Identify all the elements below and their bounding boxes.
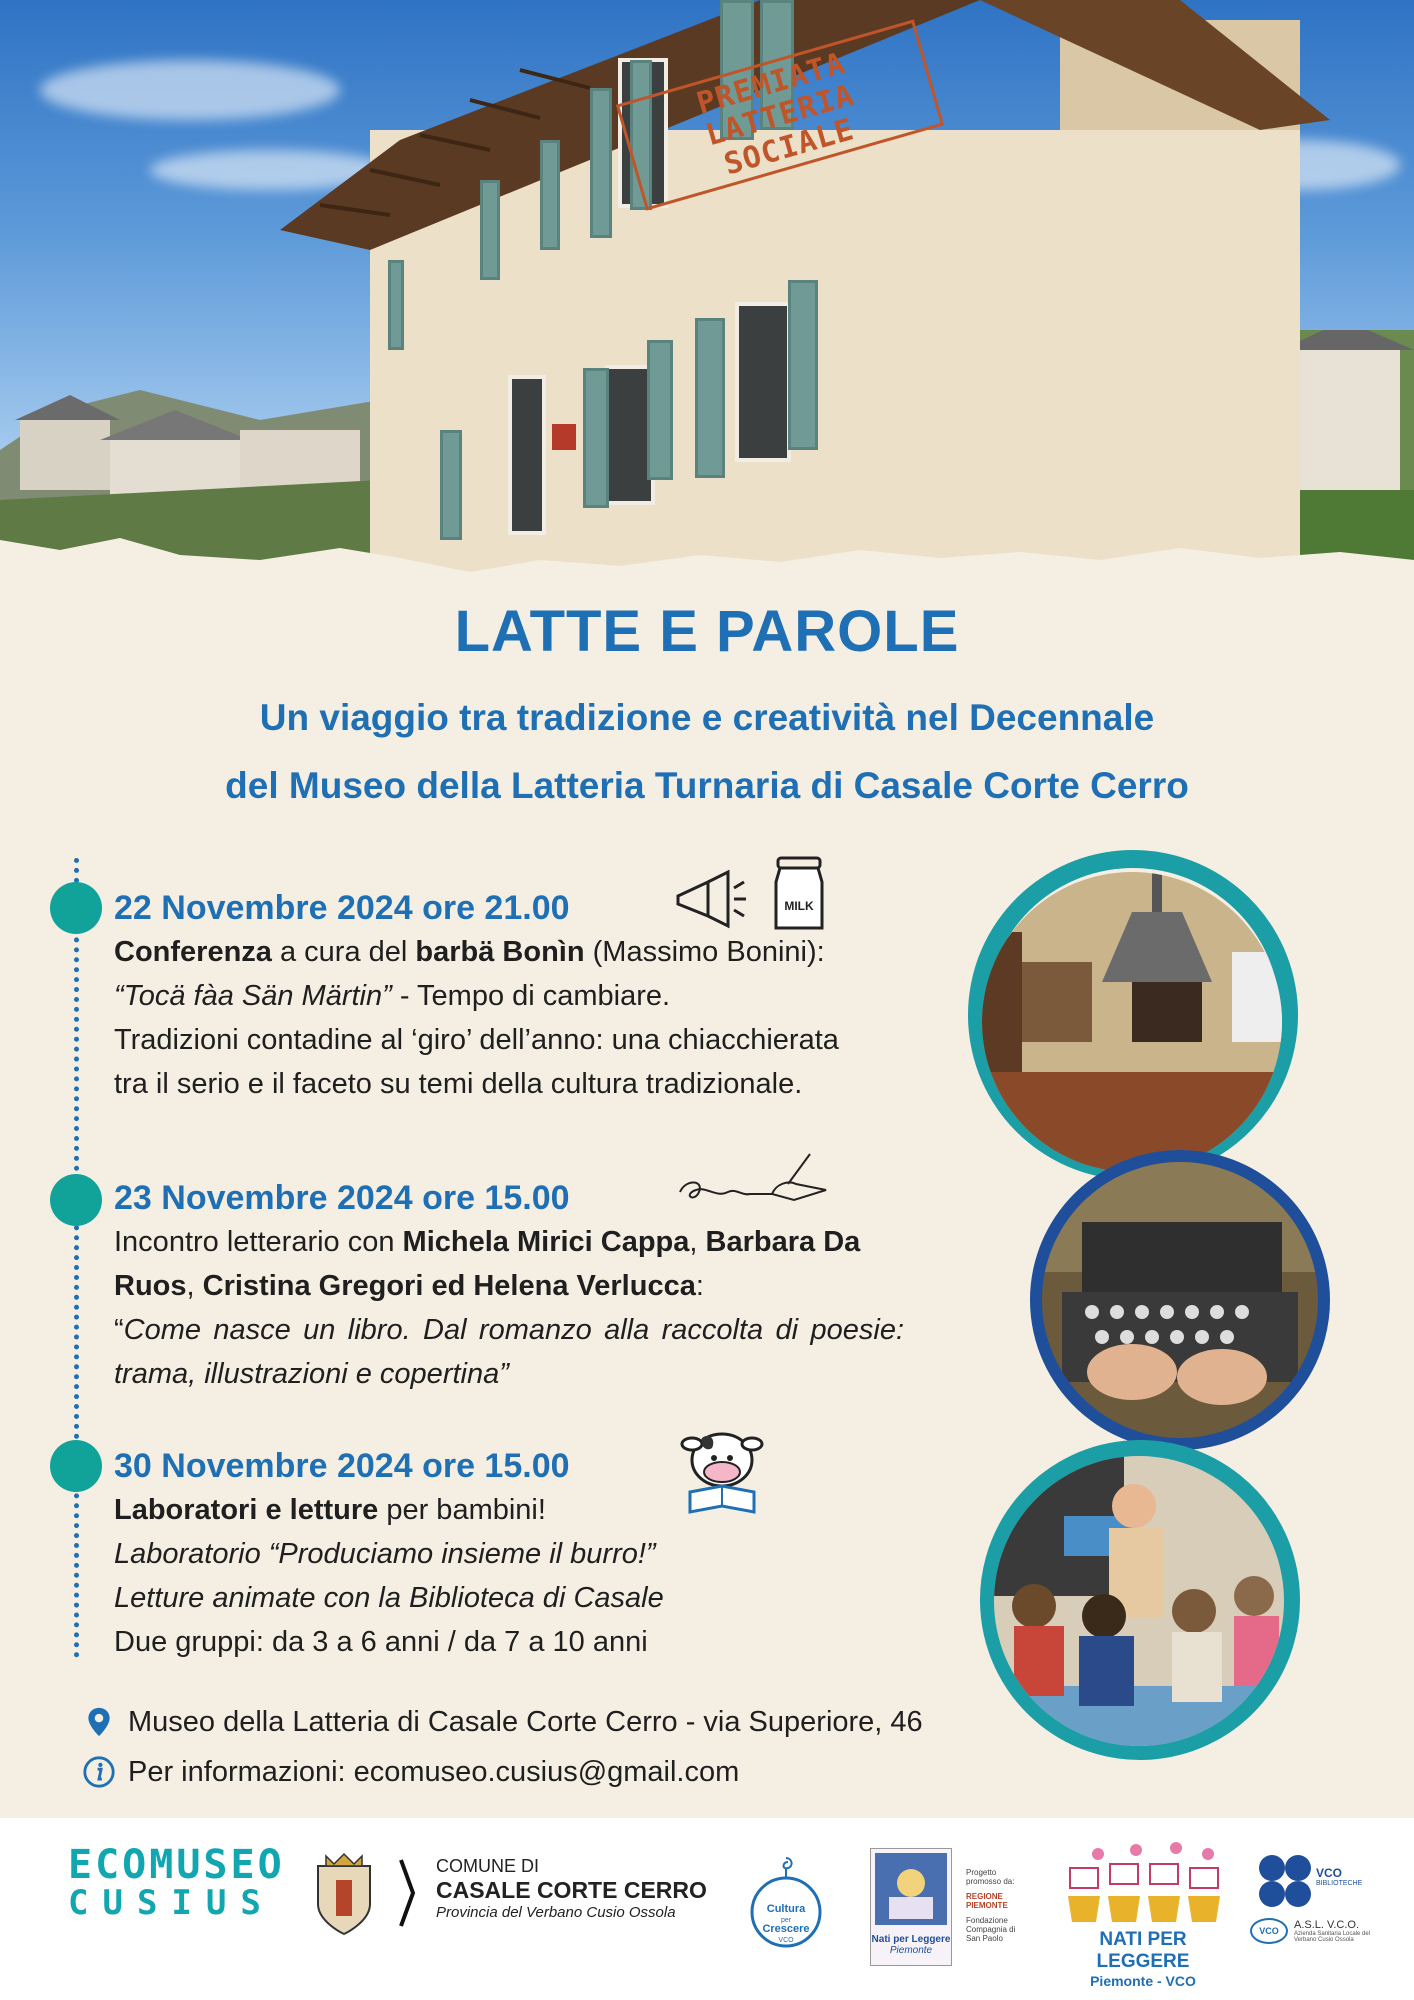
sponsors-block [966, 1868, 1030, 1943]
event-2-title: Come nasce un libro. Dal romanzo alla raccolta di poesie: trama, illustrazioni e copertina” [114, 1314, 904, 1390]
window-shutter [540, 140, 560, 250]
event-1-description: Tradizioni contadine al ‘giro’ dell’anno: una chiacchierata tra il serio e il faceto su temi della cultura tradizionale. [114, 1024, 839, 1100]
ecomuseo-cusius-logo [68, 1842, 285, 1923]
event-3-reading [114, 1576, 904, 1620]
text: - Tempo di cambiare. [391, 980, 671, 1012]
timeline-dot [50, 1174, 102, 1226]
logo-text: CUSIUS [68, 1883, 275, 1923]
text: (Massimo Bonini): [584, 936, 825, 968]
contact-text: Per informazioni: ecomuseo.cusius@gmail.com [128, 1756, 740, 1788]
event-3-lab [114, 1532, 904, 1576]
typewriter-photo [1042, 1162, 1318, 1438]
event-3-groups: Due gruppi: da 3 a 6 anni / da 7 a 10 anni [114, 1626, 648, 1658]
event-3-date: 30 Novembre 2024 ore 15.00 [114, 1447, 570, 1485]
asl-vco-logo [1250, 1918, 1410, 1944]
vco-biblioteche-logo [1256, 1852, 1406, 1910]
event-2-date: 23 Novembre 2024 ore 15.00 [114, 1179, 570, 1217]
event-3-type: Laboratori e letture [114, 1494, 379, 1526]
event-1-line [114, 930, 904, 974]
window-shutter [480, 180, 500, 280]
timeline-dot [50, 882, 102, 934]
comune-logo-text [436, 1856, 707, 1921]
cultura-per-crescere-logo [748, 1852, 824, 1950]
window-shutter [590, 88, 612, 238]
event-1-topic [114, 974, 904, 1018]
contact-row [82, 1752, 739, 1792]
museum-room-photo [982, 872, 1282, 1172]
quatrefoil-icon [1256, 1852, 1316, 1910]
subtitle-line-1: Un viaggio tra tradizione e creatività nel Decennale [259, 697, 1155, 738]
comune-coat-of-arms-icon [312, 1852, 376, 1938]
latteria-sign: PREMIATA LATTERIA SOCIALE [616, 19, 944, 210]
nati-per-leggere-vco-logo [1058, 1842, 1228, 1989]
text: Azienda Sanitaria Locale del Verbano Cusio Ossola [1294, 1931, 1371, 1943]
text: Piemonte - VCO [1090, 1973, 1196, 1989]
asl-emblem-icon: VCO [1250, 1918, 1288, 1944]
window-shutter [647, 340, 673, 480]
cow-reading-icon [672, 1418, 772, 1518]
window-shutter [388, 260, 404, 350]
timeline-dot [50, 1440, 102, 1492]
fondazione-logo: Fondazione Compagnia di San Paolo [966, 1916, 1016, 1943]
logo-text: ECOMUSEO [68, 1842, 285, 1888]
window-shutter [695, 318, 725, 478]
info-icon [82, 1755, 116, 1789]
flower-pots-books-icon [1058, 1842, 1228, 1924]
children-book-icon [871, 1849, 951, 1929]
page-title: LATTE E PAROLE [454, 599, 960, 664]
milk-label: MILK [784, 899, 814, 913]
text: VCO [778, 1937, 794, 1944]
footer-logos [0, 1818, 1414, 2000]
window-shutter [583, 368, 609, 508]
torn-paper-edge [0, 500, 1414, 585]
writing-hand-icon [676, 1150, 836, 1210]
event-2-quote [114, 1308, 904, 1396]
text: : [695, 1270, 704, 1302]
event-2-guests [114, 1220, 904, 1308]
location-text: Museo della Latteria di Casale Corte Cerro - via Superiore, 46 [128, 1706, 923, 1738]
text: VCO [1316, 1866, 1343, 1880]
hero-photo [0, 0, 1414, 585]
text: NATI PER LEGGERE [1096, 1929, 1190, 1972]
subtitle-line-2: del Museo della Latteria Turnaria di Casale Corte Cerro [225, 765, 1189, 806]
text: BIBLIOTECHE [1316, 1880, 1363, 1887]
building-window [735, 302, 791, 462]
event-3 [114, 1444, 904, 1664]
text: Letture animate con la Biblioteca di Casale [114, 1582, 664, 1614]
text: Provincia del Verbano Cusio Ossola [436, 1904, 676, 1921]
nati-per-leggere-piemonte-logo [870, 1848, 952, 1966]
location-pin-icon [82, 1705, 116, 1739]
guest-name: Barbara Da Ruos [114, 1226, 861, 1302]
children-reading-photo [994, 1456, 1284, 1746]
text: Incontro letterario con [114, 1226, 403, 1258]
text: CASALE CORTE CERRO [436, 1877, 707, 1903]
location-row [82, 1702, 923, 1742]
text: Crescere [762, 1923, 810, 1935]
text: A.S.L. V.C.O. [1294, 1919, 1360, 1931]
event-1-type: Conferenza [114, 936, 272, 968]
guest-name: Cristina Gregori ed Helena Verlucca [202, 1270, 696, 1302]
window-shutter [788, 280, 818, 450]
speaker-name: barbä Bonìn [415, 936, 585, 968]
timeline-line [74, 858, 79, 1658]
guest-name: Michela Mirici Cappa [402, 1226, 690, 1258]
text: per bambini! [378, 1494, 546, 1526]
text: a cura del [271, 936, 416, 968]
text: Progetto promosso da: [966, 1868, 1015, 1886]
text: , [689, 1226, 706, 1258]
text: Nati per Leggere [871, 1934, 951, 1945]
text: Cultura [766, 1903, 806, 1915]
text: Piemonte [889, 1945, 933, 1956]
event-1-date: 22 Novembre 2024 ore 21.00 [114, 889, 570, 927]
text: “ [114, 1314, 124, 1346]
milk-can-icon [764, 854, 834, 934]
text: COMUNE DI [436, 1856, 539, 1876]
event-3-line [114, 1488, 904, 1532]
regione-piemonte-logo: REGIONE PIEMONTE [966, 1892, 1008, 1910]
text: Laboratorio “Produciamo insieme il burro!” [114, 1538, 656, 1570]
snail-icon [748, 1852, 824, 1950]
megaphone-icon [670, 868, 748, 932]
door-sign-red [552, 424, 576, 450]
event-1-quote: “Tocä fàa Sän Märtin” [114, 980, 392, 1012]
chevron-right-icon [398, 1858, 416, 1928]
text: , [186, 1270, 203, 1302]
text: per [780, 1917, 792, 1924]
